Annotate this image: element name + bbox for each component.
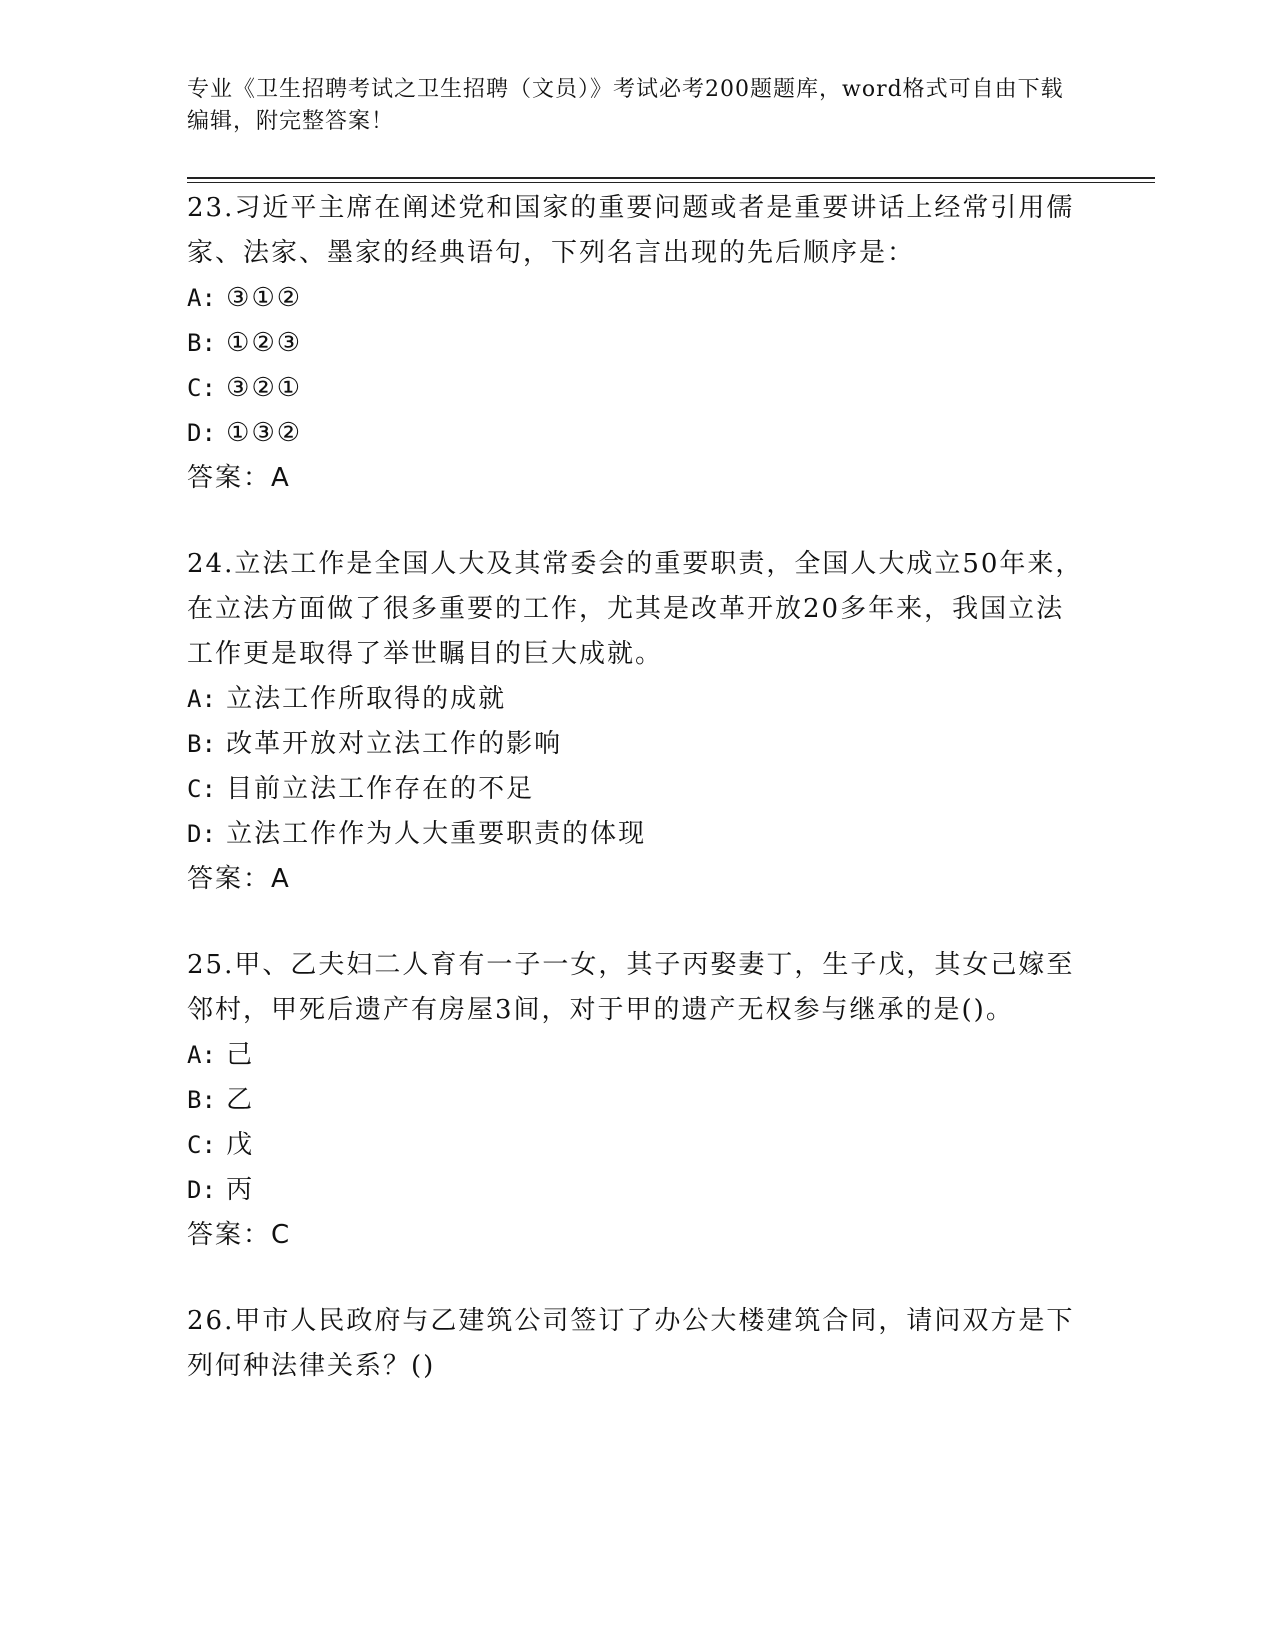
question-26 [187,1299,1087,1389]
answer-line: 答案：C [187,1220,292,1250]
option-label: C: [187,1131,216,1159]
question-23 [187,186,1087,501]
option-label: D: [187,419,216,447]
header-divider-thick [187,177,1155,179]
question-text: 25.甲、乙夫妇二人育有一子一女，其子丙娶妻丁，生子戊，其女己嫁至邻村，甲死后遗产有房屋3间，对于甲的遗产无权参与继承的是()。 [187,950,1075,1025]
option-text: ③②① [226,373,303,403]
option-d [187,1168,1087,1213]
option-a [187,1033,1087,1078]
option-text: ①②③ [226,328,303,358]
option-text: 目前立法工作存在的不足 [226,774,535,804]
option-label: A: [187,1041,216,1069]
option-a [187,677,1087,722]
option-label: A: [187,284,216,312]
answer-line: 答案：A [187,463,291,493]
question-24 [187,542,1087,902]
question-list [187,186,1087,1430]
question-text: 23.习近平主席在阐述党和国家的重要问题或者是重要讲话上经常引用儒家、法家、墨家的经典语句，下列名言出现的先后顺序是： [187,193,1075,268]
option-text: 立法工作作为人大重要职责的体现 [226,819,647,849]
question-text: 24.立法工作是全国人大及其常委会的重要职责，全国人大成立50年来，在立法方面做了很多重要的工作，尤其是改革开放20多年来，我国立法工作更是取得了举世瞩目的巨大成就。 [187,549,1084,669]
question-text: 26.甲市人民政府与乙建筑公司签订了办公大楼建筑合同，请问双方是下列何种法律关系？() [187,1306,1075,1381]
option-label: C: [187,775,216,803]
option-b [187,722,1087,767]
option-label: A: [187,685,216,713]
answer-line: 答案：A [187,864,291,894]
option-text: 己 [226,1040,255,1070]
option-label: D: [187,1176,216,1204]
option-text: 戊 [226,1130,255,1160]
option-c [187,767,1087,812]
option-text: 丙 [226,1175,255,1205]
option-c [187,366,1087,411]
option-label: B: [187,329,216,357]
option-text: ③①② [226,283,303,313]
option-label: C: [187,374,216,402]
document-header: 专业《卫生招聘考试之卫生招聘（文员）》考试必考200题题库，word格式可自由下载编辑，附完整答案！ [187,77,1064,134]
option-d [187,411,1087,456]
option-text: 立法工作所取得的成就 [226,684,507,714]
header-divider-thin [187,182,1155,183]
option-label: D: [187,820,216,848]
option-text: ①③② [226,418,303,448]
option-b [187,321,1087,366]
option-a [187,276,1087,321]
question-25 [187,943,1087,1258]
option-b [187,1078,1087,1123]
option-text: 乙 [226,1085,255,1115]
option-text: 改革开放对立法工作的影响 [226,729,563,759]
option-label: B: [187,1086,216,1114]
option-d [187,812,1087,857]
option-label: B: [187,730,216,758]
option-c [187,1123,1087,1168]
